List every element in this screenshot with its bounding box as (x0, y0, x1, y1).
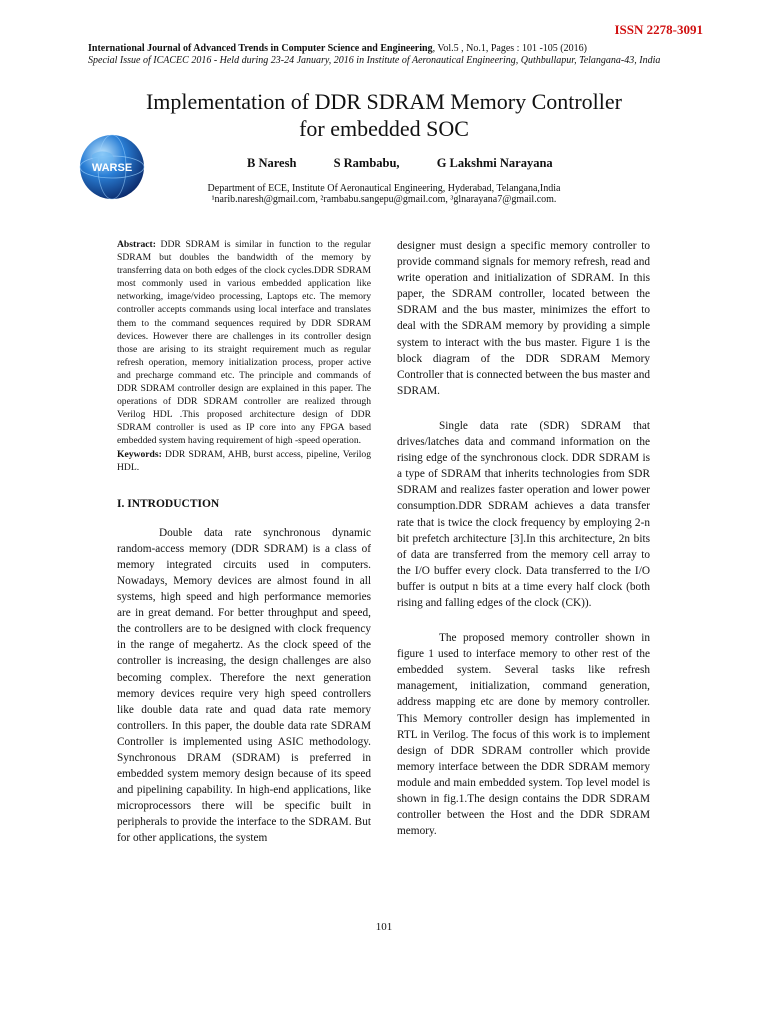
issn-label: ISSN 2278-3091 (614, 22, 703, 37)
journal-citation (88, 42, 728, 55)
author-list (247, 156, 587, 171)
paragraph-proposed-controller: The proposed memory controller shown in figure 1 used to interface memory to other rest of the embedded system. Several tasks like refresh management, initialization, command generation, address mapping etc are done by memory controller. This Memory controller design has implemented in RTL in Verilog. The focus of this work is to implement design of DDR SDRAM controller which provide memory interface between the DDR SDRAM memory module and main embedded system. Top level model is shown in fig.1.The design contains the DDR SDRAM controller between the Host and the DDR SDRAM memory. (397, 632, 650, 838)
author-3: G Lakshmi Narayana (436, 156, 553, 170)
abstract-label: Abstract: (117, 239, 156, 250)
left-column (117, 238, 371, 847)
paragraph-sdr-sdram: Single data rate (SDR) SDRAM that drives/latches data and command information on the rising edge of the synchronous clock. DDR SDRAM is a type of SDRAM that inherits technologies from SDR SDRAM and realizes faster operation and lower power consumption.DDR SDRAM achieves a data transfer rate that is twice the clock frequency by employing 2-n bit prefetch architecture [3].In this architecture, 2n bits of data are transferred from the memory cell array to the I/O buffer every clock. Data transferred to the I/O buffer is output n bits at a time every half clock (both rising and falling edges of the clock (CK)). (397, 419, 650, 609)
abstract-text: DDR SDRAM is similar in function to the regular SDRAM but doubles the bandwidth of the memory by transferring data on both edges of the clock cycles.DDR SDRAM most commonly used in various embedded application like networking, image/video processing, Laptops etc. The memory controller accepts commands using local interface and translates them to the command sequences required by DDR SDRAM devices. However there are challenges in its controller design those are arising to its straight requirement much as regular refresh operation, memory initialization process, proper active and precharge command etc. The principle and commands of DDR SDRAM controller design are explained in this paper. The operations of DDR SDRAM controller are realized through Verilog HDL .This proposed architecture design of DDR SDRAM controller is used as IP core into any FPGA based embedded system having requirement of high -speed operation. (117, 239, 371, 447)
author-1: B Naresh (247, 156, 297, 170)
special-issue-line: Special Issue of ICACEC 2016 - Held during 23-24 January, 2016 in Institute of Aeronautical Engineering, Quthbullapur, Telangana-43, India (88, 55, 661, 66)
title-line-1: Implementation of DDR SDRAM Memory Controller (145, 89, 622, 114)
title-line-2: for embedded SOC (299, 116, 469, 141)
journal-name: International Journal of Advanced Trends in Computer Science and Engineering (88, 43, 433, 54)
right-column (397, 238, 650, 839)
affiliation: Department of ECE, Institute Of Aeronautical Engineering, Hyderabad, Telangana,India (207, 183, 561, 194)
author-2: S Rambabu, (333, 156, 400, 170)
keywords (117, 448, 371, 474)
svg-text:WARSE: WARSE (91, 162, 133, 174)
keywords-text: DDR SDRAM, AHB, burst access, pipeline, Verilog HDL. (117, 448, 371, 473)
page-number: 101 (375, 921, 393, 933)
section-heading-introduction: I. INTRODUCTION (117, 497, 220, 510)
keywords-label: Keywords: (117, 448, 162, 460)
journal-details: , Vol.5 , No.1, Pages : 101 -105 (2016) (432, 43, 587, 54)
email-list: ¹narib.naresh@gmail.com, ²rambabu.sangepu@gmail.com, ³glnarayana7@gmail.com. (211, 194, 557, 205)
abstract (117, 238, 371, 448)
intro-paragraph: Double data rate synchronous dynamic random-access memory (DDR SDRAM) is a class of memory integrated circuits used in computers. Nowadays, Memory devices are almost found in all systems, high speed and high performance memories are in great demand. For better throughput and speed, the controllers are to be designed with clock frequency in the range of megahertz. As the clock speed of the controller is increasing, the design challenges are also becoming complex. Therefore the next generation memory devices require very high speed controllers like double data rate and quad data rate memory controllers. In this paper, the double data rate SDRAM Controller is implemented using ASIC methodology. Synchronous DRAM (SDRAM) is preferred in embedded system memory design because of its speed and pipelining capability. In high-end applications, like microprocessors there will be specific built in peripherals to provide the interface to the SDRAM. But for other applications, the system (117, 526, 371, 845)
paragraph-continued: designer must design a specific memory controller to provide command signals for memory refresh, read and write operation and initialization of SDRAM. In this paper, the SDRAM controller, located between the SDRAM and the bus master, minimizes the effort to deal with the SDRAM memory by providing a simple system to interact with the bus master. Figure 1 is the block diagram of the DDR SDRAM Memory Controller that is connected between the bus master and SDRAM. (397, 240, 650, 397)
